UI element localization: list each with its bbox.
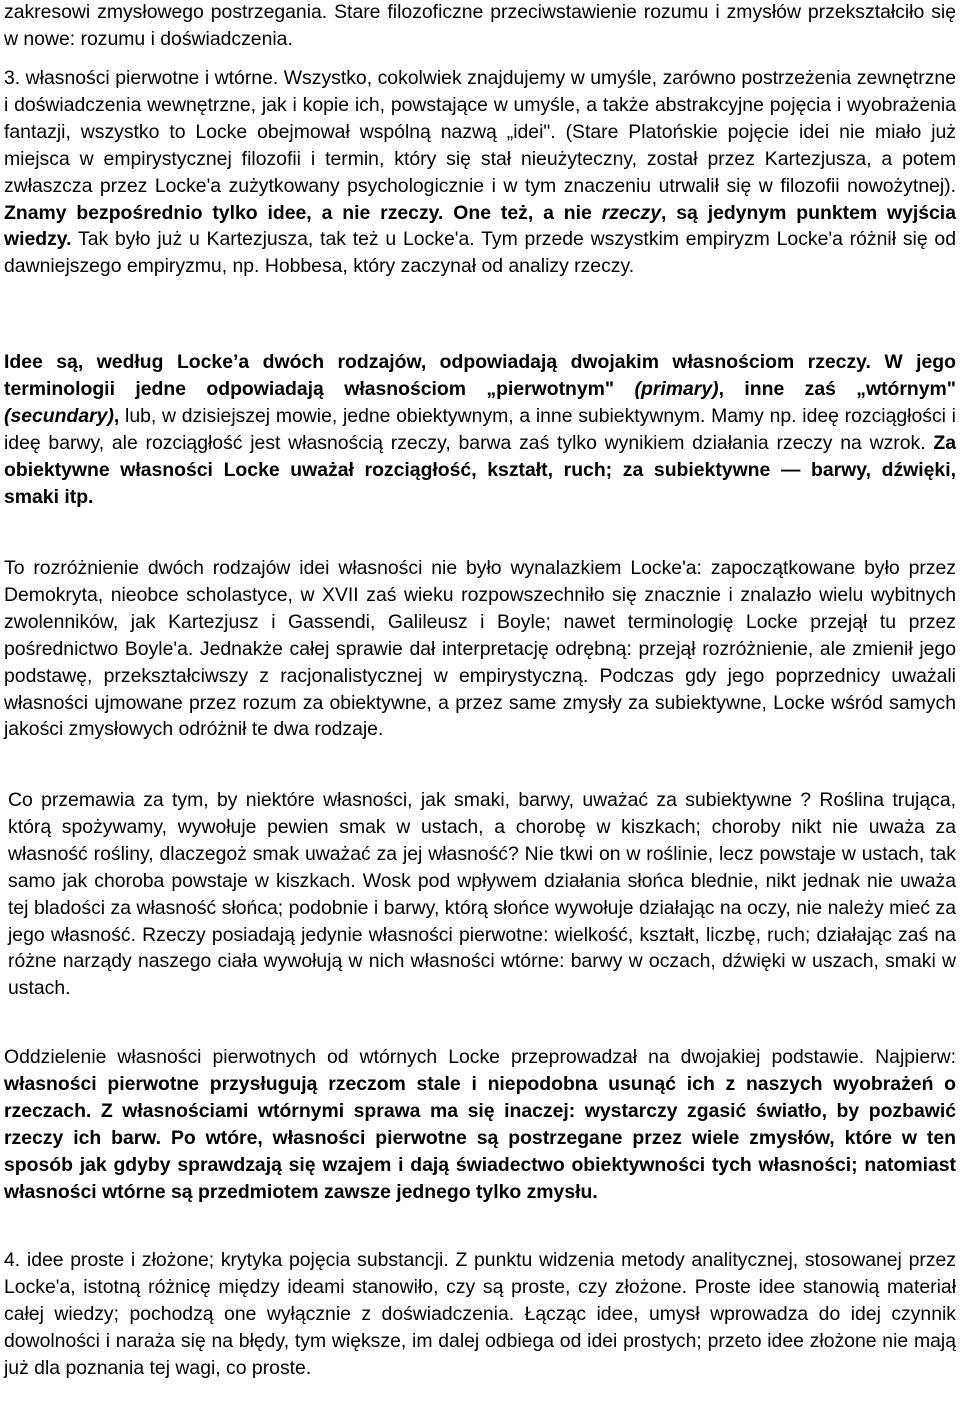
bold-text-run: , inne zaś „wtórnym" — [718, 377, 956, 400]
bold-text-run: , są jedynym punktem wyjścia wiedzy. — [4, 201, 956, 251]
paragraph-primary-secondary-qualities — [4, 65, 956, 280]
bold-italic-text-run: rzeczy — [601, 201, 661, 224]
text-run: lub, w dzisiejszej mowie, jedne obiektywnym, a inne subiektywnym. Mamy np. ideę rozciągłości i ideę barwy, ale rozciągłość jest własnością rzeczy, barwa zaś tylko wynikiem działania rzeczy na wzrok. — [4, 404, 956, 454]
bold-text-run: Znamy bezpośrednio tylko idee, a nie rzeczy. One też, a nie — [4, 201, 602, 224]
text-run: 3. własności pierwotne i wtórne. Wszystko, cokolwiek znajdujemy w umyśle, zarówno postrzeżenia zewnętrzne i doświadczenia wewnętrzne, jak i kopie ich, powstające w umyśle, a także abstrakcyjne pojęcia i wyobrażenia fantazji, wszystko to Locke obejmował wspólną nazwą „idei". (Stare Platońskie pojęcie idei nie miało już miejsca w empirystycznej filozofii i termin, który się stał nieużyteczny, został przez Kartezjusza, a potem zwłaszcza przez Locke'a zużytkowany psychologicznie i w tym znaczeniu utrwalił się w filozofii nowożytnej). — [4, 67, 956, 197]
paragraph-simple-complex-ideas — [4, 1247, 956, 1382]
bold-italic-text-run: (primary) — [634, 377, 719, 400]
bold-text-run: Za obiektywne własności Locke uważał rozciągłość, kształt, ruch; za subiektywne — barwy, dźwięki, smaki itp. — [4, 431, 956, 508]
bold-text-run: własności pierwotne przysługują rzeczom stale i niepodobna usunąć ich z naszych wyobrażeń o rzeczach. Z własnościami wtórnymi sprawa ma się inaczej: wystarczy zgasić światło, by pozbawić rzeczy ich barw. Po wtóre, własności pierwotne są postrzegane przez wiele zmysłów, które w ten sposób jak gdyby sprawdzają się wzajem i dają świadectwo obiektywności tych własności; natomiast własności wtórne są przedmiotem zawsze jednego tylko zmysłu. — [4, 1072, 956, 1203]
paragraph-subjective-qualities-argument — [8, 787, 956, 1002]
text-run: Oddzielenie własności pierwotnych od wtórnych Locke przeprowadzał na dwojakiej podstawie. Najpierw: — [4, 1046, 956, 1068]
text-run: 4. idee proste i złożone; krytyka pojęcia substancji. Z punktu widzenia metody analitycznej, stosowanej przez Locke'a, istotną różnicę między ideami stanowiło, czy są proste, czy złożone. Proste idee stanowią materiał całej wiedzy; pochodzą one wyłącznie z doświadczenia. Łącząc idee, umysł wprowadza do idej czynnik dowolności i naraża się na błędy, tym większe, im dalej odbiega od idei prostych; przeto idee złożone nie mają już dla poznania tej wagi, co proste. — [4, 1249, 956, 1379]
paragraph-distinction-history — [4, 555, 956, 743]
text-run: To rozróżnienie dwóch rodzajów idei własności nie było wynalazkiem Locke'a: zapoczątkowane było przez Demokryta, nieobce scholastyce, w XVII zaś wieku rozpowszechniło się znacznie i znalazło wielu wybitnych zwolenników, jak Kartezjusz i Gassendi, Galileusz i Boyle; nawet terminologię Locke przejął tu przez pośrednictwo Boyle'a. Jednakże całej sprawie dał interpretację odrębną: przejął rozróżnienie, ale zmienił jego podstawę, przekształciwszy z racjonalistycznej w empirystyczną. Podczas gdy jego poprzednicy uważali własności ujmowane przez rozum za obiektywne, a przez same zmysły za subiektywne, Locke wśród samych jakości zmysłowych odróżnił te dwa rodzaje. — [4, 557, 956, 741]
bold-text-run: , — [113, 404, 120, 427]
paragraph-separation-basis — [4, 1044, 956, 1205]
text-run: zakresowi zmysłowego postrzegania. Stare filozoficzne przeciwstawienie rozumu i zmysłów przekształciło się w nowe: rozumu i doświadczenia. — [4, 1, 956, 50]
text-run: Co przemawia za tym, by niektóre własności, jak smaki, barwy, uważać za subiektywne ? Roślina trująca, którą spożywamy, wywołuje pewien smak w ustach, a chorobę w kiszkach; choroby nikt nie uważa za własność rośliny, dlaczegoż smak uważać za jej własność? Nie tkwi on w roślinie, lecz powstaje w ustach, tak samo jak choroba powstaje w kiszkach. Wosk pod wpływem działania słońca blednie, nikt jednak nie uważa tej bladości za własność słońca; podobnie i barwy, którą słońce wywołuje działając na oczy, nie należy mieć za jego własność. Rzeczy posiadają jedynie własności pierwotne: wielkość, kształt, liczbę, ruch; działając zaś na różne narządy naszego ciała wywołują w nich własności wtórne: barwy w oczach, dźwięki w uszach, smaki w ustach. — [8, 789, 956, 1000]
paragraph-two-kinds-of-ideas — [4, 349, 956, 510]
bold-italic-text-run: (secundary) — [4, 404, 114, 427]
text-run: Tak było już u Kartezjusza, tak też u Locke'a. Tym przede wszystkim empiryzm Locke'a różnił się od dawniejszego empiryzmu, np. Hobbesa, który zaczynał od analizy rzeczy. — [4, 228, 956, 278]
bold-text-run: Idee są, według Locke’a dwóch rodzajów, odpowiadają dwojakim własnościom rzeczy. W jego terminologii jedne odpowiadają własnościom „pierwotnym" — [4, 351, 956, 400]
paragraph-senses-and-reason — [4, 0, 956, 53]
